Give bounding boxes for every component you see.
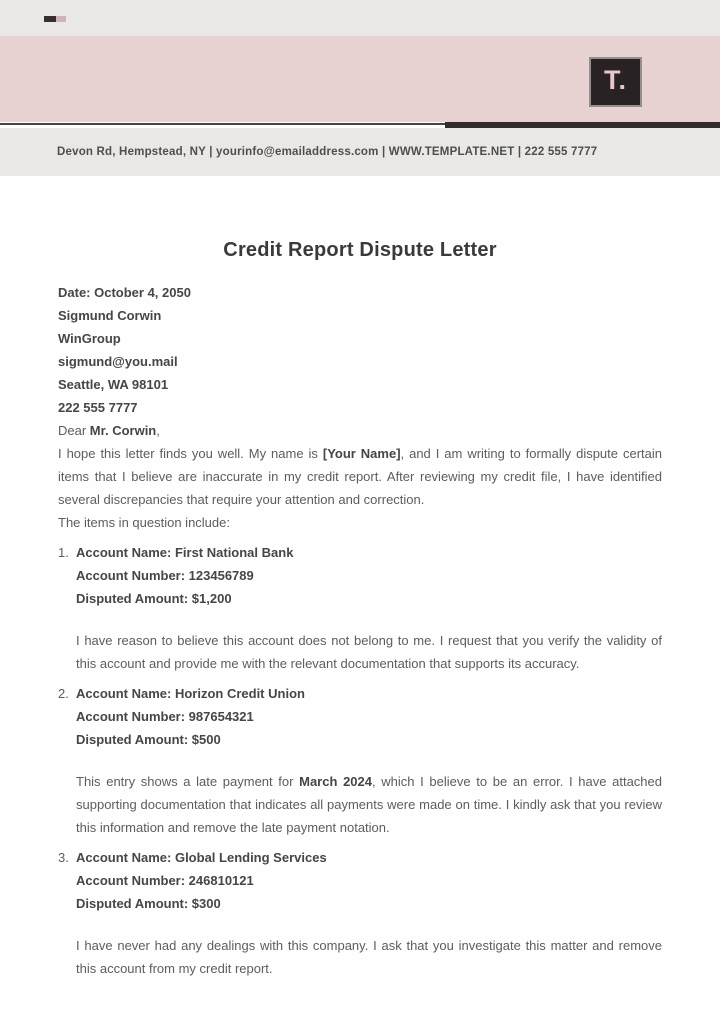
note-text-before: I have never had any dealings with this company. I ask that you investigate this matter and remove this account from my credit report. bbox=[76, 938, 662, 976]
item-number: 2. bbox=[58, 686, 69, 701]
disputed-amount-line: Disputed Amount: $1,200 bbox=[76, 591, 232, 606]
intro-text-before: I hope this letter finds you well. My name is bbox=[58, 446, 323, 461]
item-note bbox=[58, 770, 662, 839]
letter-title: Credit Report Dispute Letter bbox=[223, 239, 497, 261]
sender-city-line: Seattle, WA 98101 bbox=[58, 377, 169, 392]
salutation-name: Mr. Corwin bbox=[89, 423, 157, 438]
account-name-line bbox=[58, 682, 662, 705]
salutation-prefix: Dear bbox=[58, 423, 90, 438]
sender-info-block bbox=[58, 281, 662, 419]
sender-email-line: sigmund@you.mail bbox=[58, 354, 178, 369]
header-top-strip bbox=[0, 0, 720, 36]
contact-line: Devon Rd, Hempstead, NY | yourinfo@emailaddress.com | WWW.TEMPLATE.NET | 222 555 7777 bbox=[57, 146, 598, 158]
intro-placeholder-name: [Your Name] bbox=[322, 446, 401, 461]
sender-name-line: Sigmund Corwin bbox=[58, 308, 162, 323]
note-text-after: , which I believe to be an error. I have attached supporting documentation that indicates all payments were made on time. I kindly ask that you review this information and remove the late payment notation. bbox=[76, 774, 662, 835]
header-pink-band bbox=[0, 36, 720, 122]
sender-phone-line: 222 555 7777 bbox=[58, 400, 138, 415]
account-name-line bbox=[58, 541, 662, 564]
intro-text-after: , and I am writing to formally dispute certain items that I believe are inaccurate in my credit report. After reviewing my credit file, I have identified several discrepancies that require your attention and correction. bbox=[58, 446, 662, 507]
date-line: Date: October 4, 2050 bbox=[58, 285, 191, 300]
account-name-line bbox=[58, 846, 662, 869]
account-number-line: Account Number: 987654321 bbox=[76, 709, 254, 724]
disputed-amount-line: Disputed Amount: $300 bbox=[76, 896, 221, 911]
note-text-before: This entry shows a late payment for bbox=[76, 774, 300, 789]
item-number: 1. bbox=[58, 545, 69, 560]
sender-company-line: WinGroup bbox=[58, 331, 121, 346]
dispute-item-2 bbox=[58, 682, 662, 839]
account-number-line: Account Number: 123456789 bbox=[76, 568, 254, 583]
mini-logo-dark-block bbox=[44, 16, 56, 22]
item-note bbox=[58, 934, 662, 980]
dispute-item-1 bbox=[58, 541, 662, 675]
salutation-line bbox=[58, 419, 662, 442]
disputed-amount-line: Disputed Amount: $500 bbox=[76, 732, 221, 747]
item-number: 3. bbox=[58, 850, 69, 865]
letter-body bbox=[0, 238, 720, 980]
account-number-line: Account Number: 246810121 bbox=[76, 873, 254, 888]
account-name-text: Account Name: Horizon Credit Union bbox=[76, 686, 305, 701]
mini-logo-pink-block bbox=[56, 16, 66, 22]
items-intro-line: The items in question include: bbox=[58, 515, 230, 530]
account-name-text: Account Name: First National Bank bbox=[76, 545, 294, 560]
divider-thick-segment bbox=[445, 122, 720, 128]
note-text-before: I have reason to believe this account does not belong to me. I request that you verify the validity of this account and provide me with the relevant documentation that supports its accuracy. bbox=[76, 633, 662, 671]
account-name-text: Account Name: Global Lending Services bbox=[76, 850, 327, 865]
intro-paragraph bbox=[58, 442, 662, 511]
brand-logo bbox=[589, 57, 642, 107]
page-header bbox=[0, 0, 720, 176]
contact-bar bbox=[0, 128, 720, 176]
brand-logo-letter: T. bbox=[603, 65, 627, 95]
dispute-item-3 bbox=[58, 846, 662, 980]
item-note bbox=[58, 629, 662, 675]
note-bold-text: March 2024 bbox=[299, 774, 372, 789]
mini-logo-icon bbox=[44, 16, 66, 22]
header-divider bbox=[0, 122, 720, 128]
salutation-suffix: , bbox=[156, 423, 160, 438]
